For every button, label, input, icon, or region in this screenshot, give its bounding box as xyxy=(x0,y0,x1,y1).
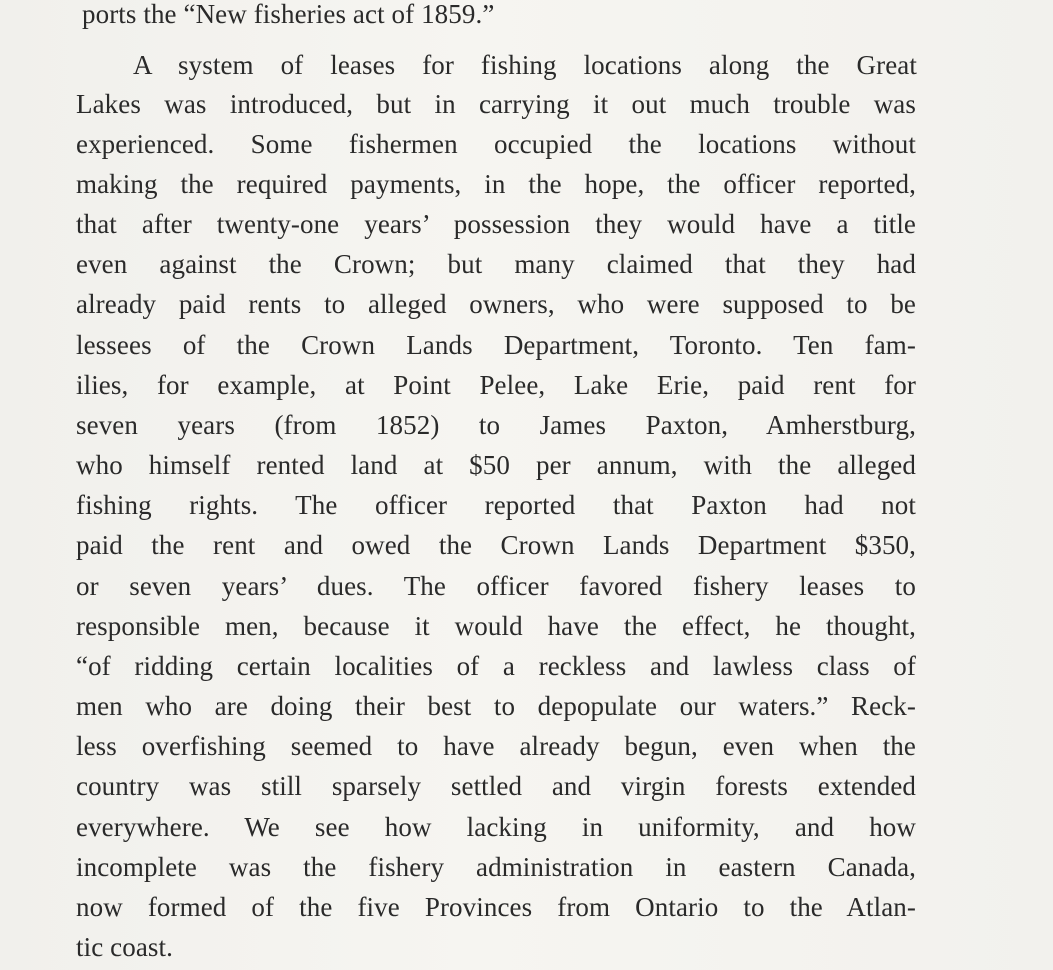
text-line: already paid rents to alleged owners, who were supposed to be xyxy=(76,289,916,319)
text-line: responsible men, because it would have the effect, he thought, xyxy=(76,611,916,641)
text-line: ilies, for example, at Point Pelee, Lake Erie, paid rent for xyxy=(76,370,916,400)
text-line: everywhere. We see how lacking in uniformity, and how xyxy=(76,812,916,842)
text-line: men who are doing their best to depopulate our waters.” Reck- xyxy=(76,691,916,721)
text-line: tic coast. xyxy=(76,932,173,962)
text-line: making the required payments, in the hope, the officer reported, xyxy=(76,169,916,199)
text-line: experienced. Some fishermen occupied the locations without xyxy=(76,129,916,159)
text-line: even against the Crown; but many claimed that they had xyxy=(76,249,916,279)
text-line: ports the “New fisheries act of 1859.” xyxy=(82,0,495,29)
text-line: “of ridding certain localities of a reckless and lawless class of xyxy=(76,651,916,681)
text-line: now formed of the five Provinces from Ontario to the Atlan- xyxy=(76,892,916,922)
text-line: who himself rented land at $50 per annum, with the alleged xyxy=(76,450,916,480)
text-line: fishing rights. The officer reported that Paxton had not xyxy=(76,490,916,520)
text-line: seven years (from 1852) to James Paxton, Amherstburg, xyxy=(76,410,916,440)
text-line: incomplete was the fishery administration in eastern Canada, xyxy=(76,852,916,882)
text-line: paid the rent and owed the Crown Lands Department $350, xyxy=(76,530,916,560)
text-line: less overfishing seemed to have already begun, even when the xyxy=(76,731,916,761)
text-line: A system of leases for fishing locations along the Great xyxy=(133,50,917,80)
text-line: Lakes was introduced, but in carrying it out much trouble was xyxy=(76,89,916,119)
text-line: or seven years’ dues. The officer favored fishery leases to xyxy=(76,571,916,601)
text-line: that after twenty-one years’ possession they would have a title xyxy=(76,209,916,239)
text-line: lessees of the Crown Lands Department, Toronto. Ten fam- xyxy=(76,330,916,360)
text-line: country was still sparsely settled and virgin forests extended xyxy=(76,771,916,801)
